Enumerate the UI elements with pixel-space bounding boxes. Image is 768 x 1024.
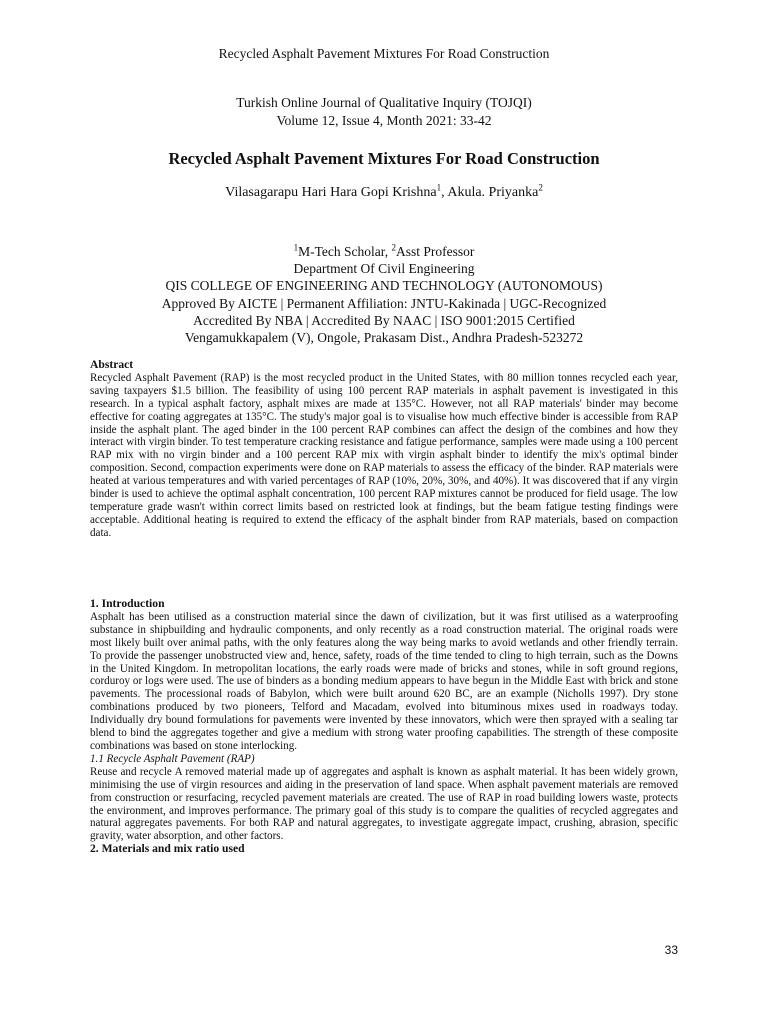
rap-subsection-heading: 1.1 Recycle Asphalt Pavement (RAP): [90, 752, 255, 765]
introduction-section: [90, 598, 678, 856]
abstract-text: Recycled Asphalt Pavement (RAP) is the most recycled product in the United States, with 80 million tonnes recycled each year, saving taxpayers $1.5 billion. The feasibility of using 100 percent RAP materials in asphalt pavement is investigated in this research. In a typical asphalt factory, asphalt mixes are made at 135°C. However, not all RAP materials' binder may become effective for coating aggregates at 135°C. The study's major goal is to visualise how much effective binder is accessible from RAP inside the asphalt plant. The aged binder in the 100 percent RAP combines can affect the design of the combines and how they interact with virgin binder. To test temperature cracking resistance and fatigue performance, samples were made using a 100 percent RAP mix with no virgin binder and a 100 percent RAP mix with virgin asphalt binder to identify the mix's optimal binder composition. Second, compaction experiments were done on RAP materials to assess the efficacy of the binder. RAP materials were heated at various temperatures and with varied percentages of RAP (10%, 20%, 30%, and 40%). It was discovered that if any virgin binder is used to achieve the optimal asphalt concentration, 100 percent RAP mixtures cannot be produced for field usage. The low temperature grade wasn't within correct limits based on restricted look at findings, but the beam fatigue testing findings were acceptable. Additional heating is required to extend the efficacy of the asphalt binder from RAP materials, based on compaction data.: [90, 371, 678, 539]
author-1: Vilasagarapu Hari Hara Gopi Krishna: [225, 185, 437, 200]
accreditation-line: Accredited By NBA | Accredited By NAAC | ISO 9001:2015 Certified: [193, 312, 575, 328]
abstract-section: [90, 359, 678, 540]
author-1-affiliation-mark: 1: [436, 182, 442, 193]
rap-subsection-text: Reuse and recycle A removed material made up of aggregates and asphalt is known as asphalt material. It has been widely grown, minimising the use of virgin resources and aiding in the preservation of land space. When asphalt pavement materials are removed from construction or resurfacing, recycled pavement materials are created. The use of RAP in road building lowers waste, protects the environment, and improves performance. The primary goal of this study is to compare the qualities of recycled aggregates and natural aggregates pavements. For both RAP and natural aggregates, to investigate aggregate impact, crushing, abrasion, specific gravity, water absorption, and other factors.: [90, 765, 678, 843]
running-header: Recycled Asphalt Pavement Mixtures For Road Construction: [218, 46, 550, 61]
college: QIS COLLEGE OF ENGINEERING AND TECHNOLOGY (AUTONOMOUS): [165, 278, 603, 294]
author-2: Akula. Priyanka: [447, 185, 539, 200]
paper-title: Recycled Asphalt Pavement Mixtures For Road Construction: [168, 149, 600, 168]
author-roles: [0, 243, 768, 260]
abstract-heading: Abstract: [90, 358, 134, 371]
affiliation-block: [0, 243, 768, 346]
materials-heading: 2. Materials and mix ratio used: [90, 842, 245, 856]
role-2-mark: 2: [391, 242, 396, 253]
role-1-mark: 1: [293, 242, 299, 253]
journal-name: Turkish Online Journal of Qualitative Inquiry (TOJQI): [236, 95, 532, 110]
journal-volume: Volume 12, Issue 4, Month 2021: 33-42: [276, 113, 492, 128]
introduction-heading: 1. Introduction: [90, 597, 165, 610]
address-line: Vengamukkapalem (V), Ongole, Prakasam Dist., Andhra Pradesh-523272: [184, 330, 584, 346]
author-separator: ,: [441, 185, 448, 200]
role-1: M-Tech Scholar,: [298, 244, 392, 259]
approval-line: Approved By AICTE | Permanent Affiliation: JNTU-Kakinada | UGC-Recognized: [161, 295, 607, 311]
journal-info: [0, 94, 768, 130]
author-2-affiliation-mark: 2: [538, 182, 543, 193]
introduction-text: Asphalt has been utilised as a construction material since the dawn of civilization, but it was first utilised as a waterproofing substance in shipbuilding and hydraulic components, and only recently as a road construction material. The original roads were most likely built over animal paths, with the only features along the way being marks to avoid wetlands and other friendly terrain. To provide the passenger unobstructed view and, hence, safety, roads of the time tended to cling to high terrain, such as the Downs in the United Kingdom. In metropolitan locations, the early roads were made of bricks and stones, while in soft ground regions, corduroy or logs were used. The use of binders as a bonding medium appears to have begun in the Middle East with brick and stone pavements. The processional roads of Babylon, which were built around 620 BC, are an example (Nicholls 1997). Dry stone combinations produced by two pioneers, Telford and Macadam, evolved into bituminous mixes used in roadways today. Individually dry bound formulations for pavements were invented by these innovators, which were then sprayed with a sealing tar blend to bind the aggregates together and give a medium with strong water proofing capabilities. The strength of these composite combinations was based on stone interlocking.: [90, 610, 678, 752]
department: Department Of Civil Engineering: [293, 261, 475, 277]
author-line: [0, 182, 768, 201]
role-2: Asst Professor: [395, 244, 475, 259]
page-number: 33: [664, 943, 678, 957]
